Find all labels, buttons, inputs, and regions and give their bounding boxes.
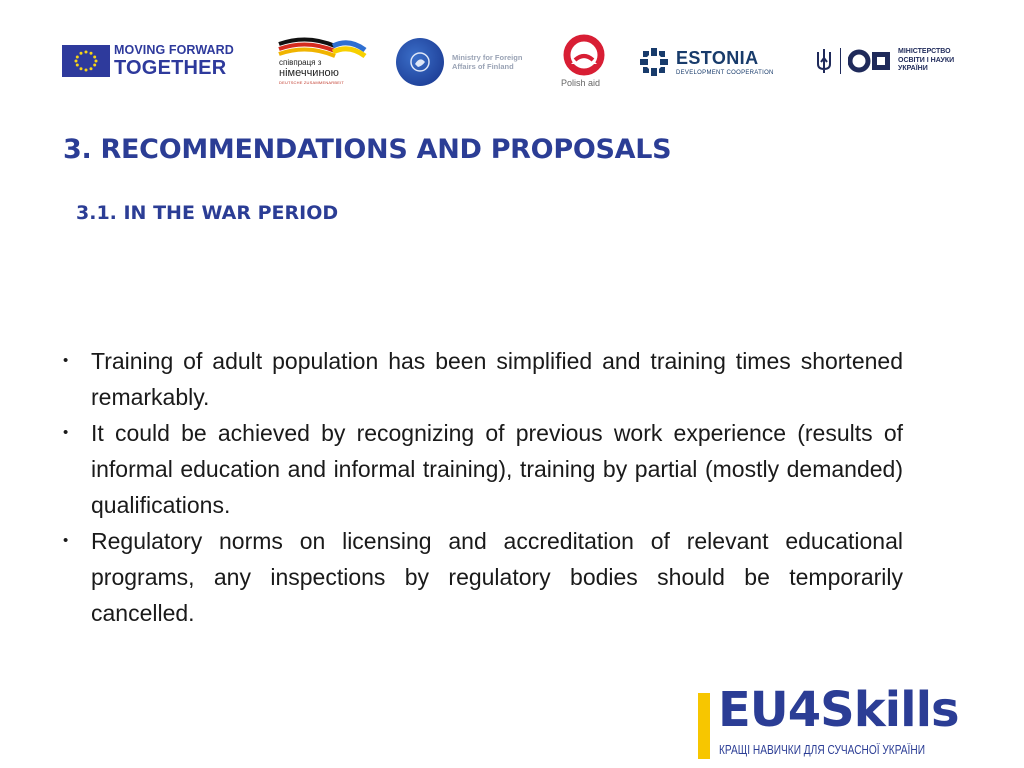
partner-logo-bar: [0, 30, 1024, 100]
estonia-logo-line2: DEVELOPMENT COOPERATION: [676, 69, 774, 76]
eu4skills-logo: [698, 682, 978, 764]
list-item: [63, 523, 903, 631]
eu-logo-line1: MOVING FORWARD: [114, 43, 234, 58]
recommendations-list: [63, 343, 903, 631]
list-item: [63, 343, 903, 415]
ukraine-trident-icon: [815, 48, 833, 74]
eu4skills-yellow-bar: [698, 693, 710, 759]
finland-logo-line2: Affairs of Finland: [452, 62, 514, 71]
german-ukrainian-ribbon-icon: [277, 36, 369, 60]
bullet-icon: •: [63, 424, 69, 441]
estonia-cross-emblem-icon: [638, 46, 670, 78]
list-item-text: It could be achieved by recognizing of previous work experience (results of informal education and informal training), training by partial (mostly demanded) qualifications.: [91, 420, 903, 518]
estonia-logo-line1: ESTONIA: [676, 47, 759, 68]
eu-moving-forward-together-logo: [62, 44, 234, 78]
ukraine-logo-divider: [840, 48, 841, 74]
ukraine-logo-line2: ОСВІТИ І НАУКИ: [898, 56, 955, 64]
ukraine-logo-line3: УКРАЇНИ: [898, 65, 928, 73]
bullet-icon: •: [63, 352, 69, 369]
finland-logo-line1: Ministry for Foreign: [452, 52, 523, 62]
section-subtitle: 3.1. IN THE WAR PERIOD: [76, 202, 339, 224]
estonia-development-cooperation-logo: [638, 42, 774, 82]
list-item: [63, 415, 903, 523]
ukraine-logo-line1: МІНІСТЕРСТВО: [898, 48, 951, 56]
bullet-icon: •: [63, 532, 69, 549]
finland-lion-emblem-icon: [396, 38, 444, 86]
eu-flag-icon: [62, 45, 110, 77]
eu4skills-title: EU4Skills: [718, 682, 959, 738]
page-title: 3. RECOMMENDATIONS AND PROPOSALS: [63, 134, 672, 165]
polish-aid-emblem-icon: [557, 34, 611, 76]
german-logo-line3: DEUTSCHE ZUSAMMENARBEIT: [279, 80, 345, 85]
eu4skills-subtitle: КРАЩІ НАВИЧКИ ДЛЯ СУЧАСНОЇ УКРАЇНИ: [719, 742, 925, 757]
eu-logo-line2: TOGETHER: [114, 56, 227, 79]
ukraine-ministry-mark-icon: [848, 48, 892, 74]
german-logo-line2: німеччиною: [279, 67, 339, 79]
german-cooperation-logo: [277, 36, 369, 88]
list-item-text: Regulatory norms on licensing and accreditation of relevant educational programs, any inspections by regulatory bodies should be temporarily cancelled.: [91, 528, 903, 626]
ukraine-ministry-of-education-logo: [815, 44, 954, 78]
polish-aid-logo: [557, 34, 611, 92]
list-item-text: Training of adult population has been simplified and training times shortened remarkably.: [91, 348, 903, 410]
polish-aid-label: Polish aid: [561, 78, 601, 88]
german-logo-line1: співпраця з: [279, 58, 322, 67]
finland-ministry-logo: [396, 36, 522, 88]
